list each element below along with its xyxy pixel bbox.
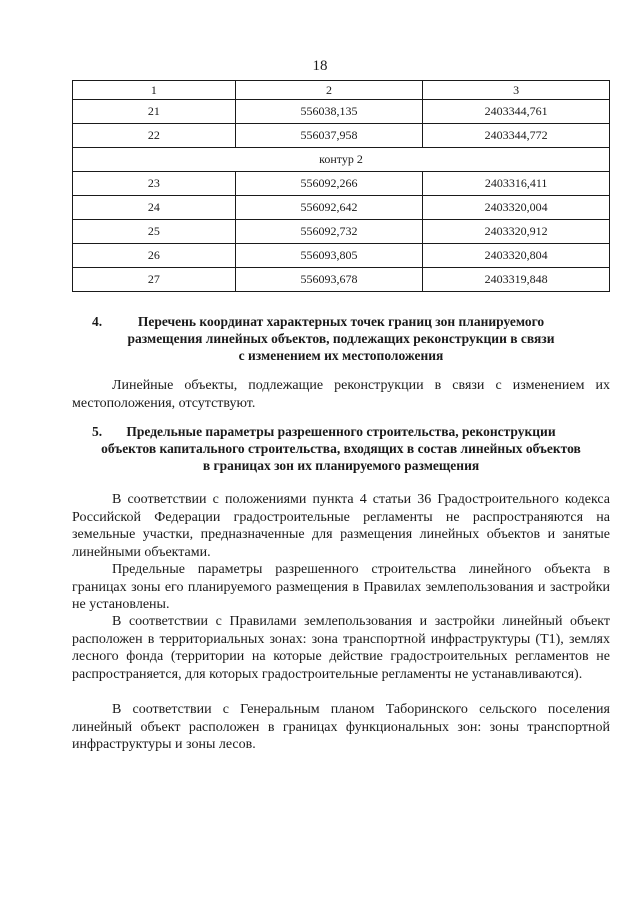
table-row [73,220,610,244]
point-number-cell: 25 [73,220,236,244]
x-coordinate-cell: 556092,732 [235,220,423,244]
table-row [73,124,610,148]
section-5-heading [72,423,610,474]
y-coordinate-cell: 2403320,004 [423,196,610,220]
point-number-cell: 21 [73,100,236,124]
heading-line: объектов капитального строительства, входящих в состав линейных объектов [101,441,581,456]
y-coordinate-cell: 2403344,761 [423,100,610,124]
section-4-text: Линейные объекты, подлежащие реконструкции в связи с изменением их местоположения, отсутствуют. [72,378,610,411]
contour-label: контур 2 [73,148,610,172]
header-cell: 3 [423,81,610,100]
y-coordinate-cell: 2403320,912 [423,220,610,244]
table-header-row [73,81,610,100]
x-coordinate-cell: 556092,266 [235,172,423,196]
x-coordinate-cell: 556093,678 [235,268,423,292]
table-row [73,196,610,220]
section-number: 4. [92,314,103,329]
point-number-cell: 24 [73,196,236,220]
header-cell: 2 [235,81,423,100]
y-coordinate-cell: 2403319,848 [423,268,610,292]
x-coordinate-cell: 556092,642 [235,196,423,220]
point-number-cell: 23 [73,172,236,196]
coordinates-table [72,80,610,292]
page-number: 18 [312,58,328,74]
table-row [73,172,610,196]
heading-line: Перечень координат характерных точек границ зон планируемого [137,314,545,329]
paragraph: Предельные параметры разрешенного строительства линейного объекта в границах зоны его планируемого размещения в Правилах землепользования и застройки не установлены. [72,562,610,612]
paragraph: В соответствии с положениями пункта 4 статьи 36 Градостроительного кодекса Российской Федерации градостроительные регламенты не распространяются на земельные участки, предназначенные для размещения линейных объектов и занятые линейными объектами. [72,492,610,560]
paragraph: В соответствии с Правилами землепользования и застройки линейный объект расположен в территориальных зонах: зона транспортной инфраструктуры (Т1), землях лесного фонда (территории на которые действие градостроительных регламентов не распространяется, для которых градостроительные регламенты не устанавливаются). [72,614,610,682]
section-number: 5. [92,424,103,439]
table-row [73,100,610,124]
x-coordinate-cell: 556037,958 [235,124,423,148]
heading-line: размещения линейных объектов, подлежащих реконструкции в связи [127,331,555,346]
point-number-cell: 22 [73,124,236,148]
header-cell: 1 [73,81,236,100]
heading-line: Предельные параметры разрешенного строительства, реконструкции [126,424,556,439]
x-coordinate-cell: 556038,135 [235,100,423,124]
point-number-cell: 27 [73,268,236,292]
point-number-cell: 26 [73,244,236,268]
y-coordinate-cell: 2403316,411 [423,172,610,196]
table-row [73,244,610,268]
y-coordinate-cell: 2403320,804 [423,244,610,268]
section-4-heading [72,313,610,364]
x-coordinate-cell: 556093,805 [235,244,423,268]
contour-row [73,148,610,172]
y-coordinate-cell: 2403344,772 [423,124,610,148]
paragraph: В соответствии с Генеральным планом Таборинского сельского поселения линейный объект расположен в границах функциональных зон: зоны транспортной инфраструктуры и зоны лесов. [72,702,610,752]
heading-line: в границах зон их планируемого размещения [202,458,480,473]
table-row [73,268,610,292]
heading-line: с изменением их местоположения [238,348,444,363]
